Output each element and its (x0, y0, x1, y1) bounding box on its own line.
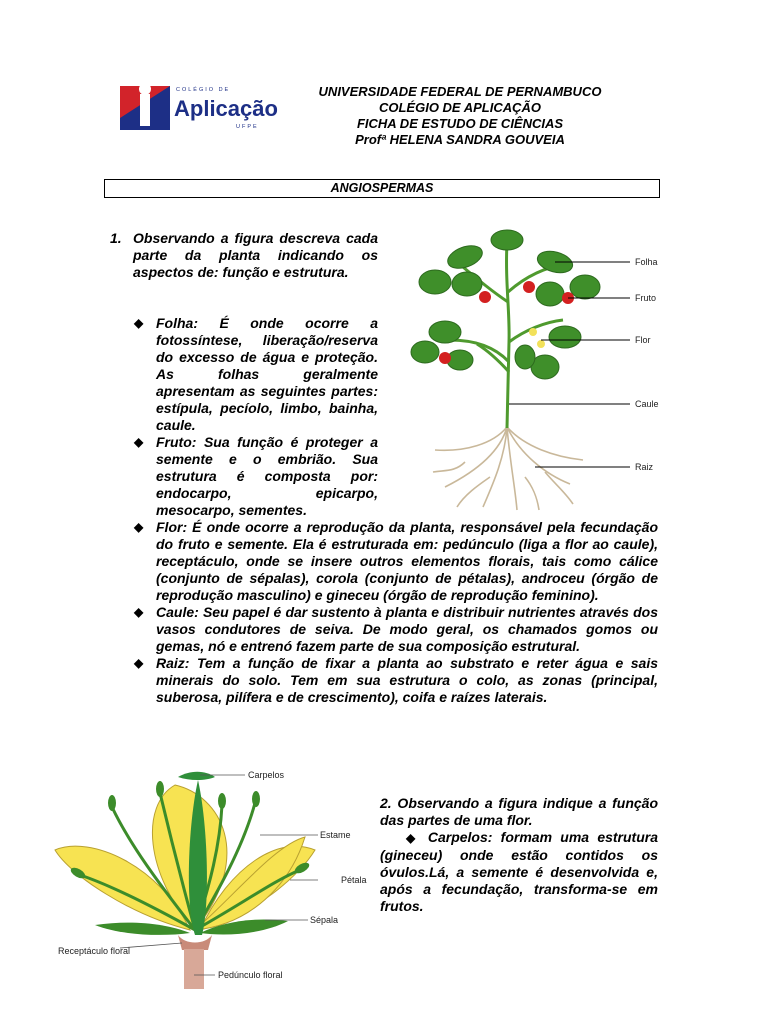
answer-folha (134, 315, 378, 434)
plant-label-folha: Folha (635, 257, 658, 267)
plant-illustration-icon (405, 222, 680, 512)
question-2 (380, 795, 658, 915)
answer-carpelos (380, 829, 658, 915)
flower-label-petala: Pétala (341, 875, 367, 885)
diamond-bullet-icon: ◆ (134, 605, 144, 619)
answer-caule-text: Caule: Seu papel é dar sustento à planta e distribuir nutrientes através dos vasos condutores de seiva. De modo geral, os chamados gomos ou gemas, nó e entrenó fazem parte de sua composição estrutural. (156, 604, 658, 654)
answer-flor-text: Flor: É onde ocorre a reprodução da planta, responsável pela fecundação do fruto e semente. Ela é estruturada em: pedúnculo (liga a flor ao caule), receptáculo, onde se insere outros elementos florais, tais como cálice (conjunto de sépalas), corola (conjunto de pétalas), androceu (órgão de reprodução masculino) e gineceu (órgão de reprodução feminino). (156, 519, 658, 603)
diamond-bullet-icon: ◆ (406, 831, 420, 845)
answer-folha-text: Folha: É onde ocorre a fotossíntese, liberação/reserva do excesso de água e proteção. As folhas geralmente apresentam as seguintes partes: estípula, pecíolo, limbo, bainha, caule. (156, 315, 378, 433)
document-header (290, 84, 630, 148)
flower-diagram (50, 765, 370, 990)
list-item (134, 434, 378, 519)
question-1-number: 1. (110, 230, 122, 246)
flower-label-carpelos: Carpelos (248, 770, 285, 780)
list-item (134, 604, 658, 655)
list-item (134, 655, 658, 706)
logo-small-top: COLÉGIO DE (176, 87, 231, 93)
answers-wide (134, 519, 658, 706)
flower-label-receptaculo: Receptáculo floral (58, 946, 131, 956)
diamond-bullet-icon: ◆ (134, 435, 144, 449)
logo-small-bottom: UFPE (236, 124, 259, 130)
flower-label-pedunculo: Pedúnculo floral (218, 970, 283, 980)
answer-carpelos-text: Carpelos: formam uma estrutura (gineceu) onde estão contidos os óvulos.Lá, a semente é desenvolvida e, após a fecundação, transforma-se em frutos. (380, 829, 659, 914)
header-university: UNIVERSIDADE FEDERAL DE PERNAMBUCO (318, 84, 602, 99)
plant-label-fruto: Fruto (635, 293, 657, 303)
plant-diagram (405, 222, 680, 512)
answer-fruto (134, 434, 378, 519)
diamond-bullet-icon: ◆ (134, 316, 144, 330)
school-logo (118, 80, 278, 135)
diamond-bullet-icon: ◆ (134, 656, 144, 670)
plant-label-caule: Caule (635, 399, 659, 409)
header-college: COLÉGIO DE APLICAÇÃO (378, 100, 542, 115)
logo-brand-text: Aplicação (174, 96, 278, 121)
flower-label-estame: Estame (320, 830, 351, 840)
flower-illustration-icon (50, 765, 370, 990)
list-item (134, 519, 658, 604)
answer-raiz-text: Raiz: Tem a função de fixar a planta ao substrato e reter água e sais minerais do solo. Tem em sua estrutura o colo, as zonas (principal, suberosa, pilífera e de crescimento), coifa e raízes laterais. (156, 655, 658, 705)
logo-emblem-icon (118, 80, 278, 135)
diamond-bullet-icon: ◆ (134, 520, 144, 534)
plant-label-raiz: Raiz (635, 462, 654, 472)
question-1 (110, 230, 378, 281)
header-teacher: Profª HELENA SANDRA GOUVEIA (355, 132, 565, 147)
list-item (134, 315, 378, 434)
answer-fruto-text: Fruto: Sua função é proteger a semente e o embrião. Sua estrutura é composta por: endocarpo, epicarpo, mesocarpo, sementes. (156, 434, 378, 518)
flower-label-sepala: Sépala (310, 915, 339, 925)
header-worksheet: FICHA DE ESTUDO DE CIÊNCIAS (356, 116, 564, 131)
page-title: ANGIOSPERMAS (104, 179, 660, 198)
question-2-text: 2. Observando a figura indique a função das partes de uma flor. (380, 795, 658, 828)
plant-label-flor: Flor (635, 335, 651, 345)
question-1-text: Observando a figura descreva cada parte da planta indicando os aspectos de: função e estrutura. (133, 230, 378, 280)
